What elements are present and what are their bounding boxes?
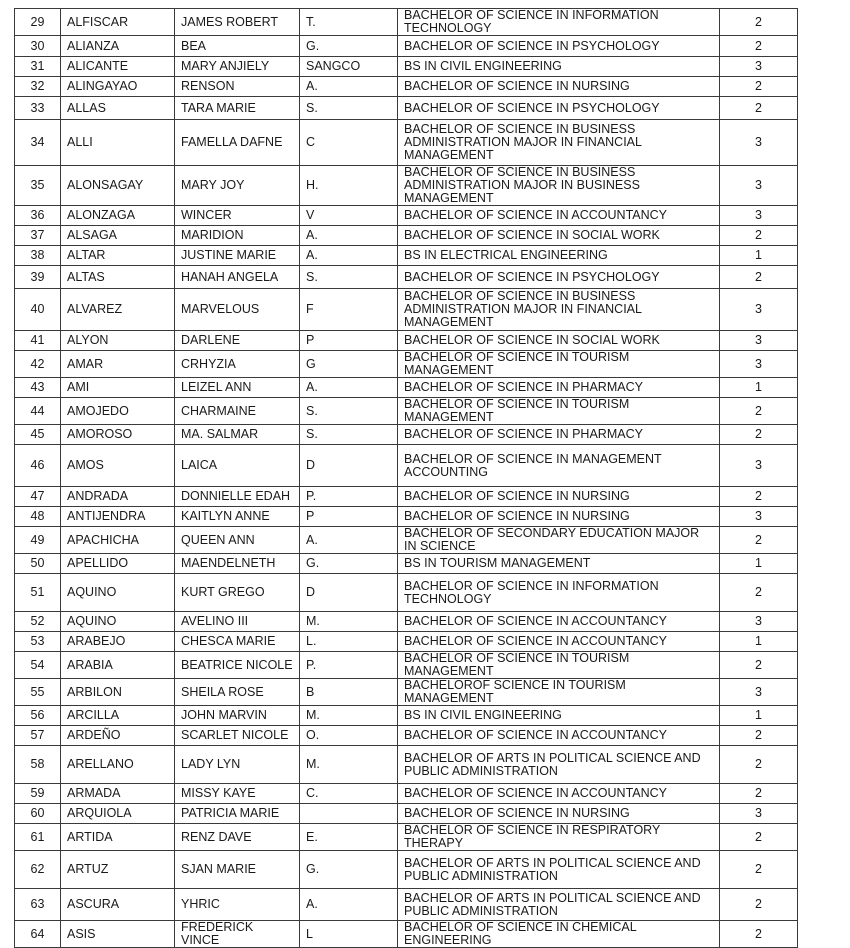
first-name: SHEILA ROSE	[175, 679, 300, 706]
year-level: 2	[720, 36, 798, 57]
degree-program: BACHELOR OF SCIENCE IN ACCOUNTANCY	[398, 612, 720, 632]
row-number: 60	[15, 804, 61, 824]
middle-initial: M.	[300, 612, 398, 632]
first-name: BEA	[175, 36, 300, 57]
middle-initial: A.	[300, 527, 398, 554]
row-number: 33	[15, 97, 61, 120]
last-name: AMOS	[61, 445, 175, 487]
last-name: AMI	[61, 378, 175, 398]
last-name: ALONSAGAY	[61, 166, 175, 206]
middle-initial	[300, 804, 398, 824]
row-number: 61	[15, 824, 61, 851]
degree-program: BACHELOR OF SCIENCE IN SOCIAL WORK	[398, 331, 720, 351]
scholar-roster-page	[14, 8, 797, 948]
year-level: 3	[720, 331, 798, 351]
middle-initial: C	[300, 120, 398, 166]
first-name: JOHN MARVIN	[175, 706, 300, 726]
last-name: AMOROSO	[61, 425, 175, 445]
table-row	[15, 824, 798, 851]
table-row	[15, 889, 798, 921]
first-name: KURT GREGO	[175, 574, 300, 612]
first-name: MARIDION	[175, 226, 300, 246]
last-name: ALTAR	[61, 246, 175, 266]
year-level: 3	[720, 166, 798, 206]
first-name: MISSY KAYE	[175, 784, 300, 804]
degree-program: BACHELOR OF ARTS IN POLITICAL SCIENCE AND PUBLIC ADMINISTRATION	[398, 851, 720, 889]
table-row	[15, 804, 798, 824]
first-name: CRHYZIA	[175, 351, 300, 378]
last-name: ASIS	[61, 921, 175, 948]
table-row	[15, 652, 798, 679]
year-level: 2	[720, 487, 798, 507]
middle-initial: A.	[300, 246, 398, 266]
year-level: 2	[720, 527, 798, 554]
degree-program: BACHELOR OF SCIENCE IN ACCOUNTANCY	[398, 206, 720, 226]
row-number: 34	[15, 120, 61, 166]
row-number: 39	[15, 266, 61, 289]
year-level: 2	[720, 784, 798, 804]
table-row	[15, 445, 798, 487]
middle-initial: P	[300, 507, 398, 527]
row-number: 29	[15, 9, 61, 36]
table-row	[15, 851, 798, 889]
row-number: 62	[15, 851, 61, 889]
last-name: ALVAREZ	[61, 289, 175, 331]
year-level: 1	[720, 246, 798, 266]
degree-program: BACHELOR OF SCIENCE IN SOCIAL WORK	[398, 226, 720, 246]
table-row	[15, 351, 798, 378]
table-row	[15, 97, 798, 120]
degree-program: BACHELOR OF SCIENCE IN INFORMATION TECHNOLOGY	[398, 574, 720, 612]
row-number: 42	[15, 351, 61, 378]
table-row	[15, 246, 798, 266]
year-level: 3	[720, 612, 798, 632]
table-row	[15, 77, 798, 97]
row-number: 63	[15, 889, 61, 921]
row-number: 64	[15, 921, 61, 948]
middle-initial: T.	[300, 9, 398, 36]
first-name: YHRIC	[175, 889, 300, 921]
table-row	[15, 120, 798, 166]
row-number: 48	[15, 507, 61, 527]
last-name: ALYON	[61, 331, 175, 351]
table-row	[15, 746, 798, 784]
degree-program: BS IN CIVIL ENGINEERING	[398, 57, 720, 77]
first-name: HANAH ANGELA	[175, 266, 300, 289]
degree-program: BACHELOR OF SCIENCE IN ACCOUNTANCY	[398, 632, 720, 652]
year-level: 1	[720, 554, 798, 574]
last-name: ALINGAYAO	[61, 77, 175, 97]
last-name: AQUINO	[61, 574, 175, 612]
middle-initial: S.	[300, 425, 398, 445]
row-number: 38	[15, 246, 61, 266]
table-row	[15, 36, 798, 57]
degree-program: BACHELOR OF SCIENCE IN TOURISM MANAGEMENT	[398, 398, 720, 425]
year-level: 3	[720, 804, 798, 824]
degree-program: BS IN CIVIL ENGINEERING	[398, 706, 720, 726]
row-number: 44	[15, 398, 61, 425]
table-row	[15, 632, 798, 652]
middle-initial: A.	[300, 889, 398, 921]
year-level: 2	[720, 574, 798, 612]
middle-initial: E.	[300, 824, 398, 851]
middle-initial: S.	[300, 398, 398, 425]
roster-body	[15, 9, 798, 948]
row-number: 59	[15, 784, 61, 804]
year-level: 2	[720, 851, 798, 889]
first-name: PATRICIA MARIE	[175, 804, 300, 824]
degree-program: BACHELOR OF SCIENCE IN MANAGEMENT ACCOUNTING	[398, 445, 720, 487]
first-name: FAMELLA DAFNE	[175, 120, 300, 166]
year-level: 2	[720, 266, 798, 289]
first-name: AVELINO III	[175, 612, 300, 632]
first-name: LADY LYN	[175, 746, 300, 784]
first-name: LEIZEL ANN	[175, 378, 300, 398]
row-number: 43	[15, 378, 61, 398]
last-name: ARCILLA	[61, 706, 175, 726]
middle-initial: P.	[300, 652, 398, 679]
degree-program: BACHELOR OF SCIENCE IN PHARMACY	[398, 378, 720, 398]
middle-initial: P.	[300, 487, 398, 507]
last-name: ALLI	[61, 120, 175, 166]
last-name: ANTIJENDRA	[61, 507, 175, 527]
degree-program: BS IN TOURISM MANAGEMENT	[398, 554, 720, 574]
last-name: ARDEÑO	[61, 726, 175, 746]
degree-program: BACHELOR OF SCIENCE IN BUSINESS ADMINISTRATION MAJOR IN BUSINESS MANAGEMENT	[398, 166, 720, 206]
row-number: 41	[15, 331, 61, 351]
table-row	[15, 507, 798, 527]
degree-program: BACHELOR OF ARTS IN POLITICAL SCIENCE AND PUBLIC ADMINISTRATION	[398, 889, 720, 921]
year-level: 2	[720, 226, 798, 246]
middle-initial: D	[300, 445, 398, 487]
middle-initial: G.	[300, 851, 398, 889]
middle-initial: SANGCO	[300, 57, 398, 77]
table-row	[15, 226, 798, 246]
year-level: 3	[720, 289, 798, 331]
middle-initial: C.	[300, 784, 398, 804]
middle-initial: O.	[300, 726, 398, 746]
first-name: DARLENE	[175, 331, 300, 351]
first-name: CHARMAINE	[175, 398, 300, 425]
middle-initial: B	[300, 679, 398, 706]
first-name: JAMES ROBERT	[175, 9, 300, 36]
first-name: MAENDELNETH	[175, 554, 300, 574]
middle-initial: D	[300, 574, 398, 612]
row-number: 51	[15, 574, 61, 612]
row-number: 47	[15, 487, 61, 507]
scholar-roster-table	[14, 8, 798, 948]
row-number: 55	[15, 679, 61, 706]
row-number: 35	[15, 166, 61, 206]
middle-initial: S.	[300, 97, 398, 120]
first-name: SCARLET NICOLE	[175, 726, 300, 746]
year-level: 3	[720, 679, 798, 706]
first-name: MARY JOY	[175, 166, 300, 206]
degree-program: BACHELOR OF SCIENCE IN BUSINESS ADMINISTRATION MAJOR IN FINANCIAL MANAGEMENT	[398, 289, 720, 331]
year-level: 3	[720, 206, 798, 226]
last-name: ALTAS	[61, 266, 175, 289]
degree-program: BACHELOR OF ARTS IN POLITICAL SCIENCE AND PUBLIC ADMINISTRATION	[398, 746, 720, 784]
degree-program: BACHELOR OF SCIENCE IN NURSING	[398, 487, 720, 507]
middle-initial: M.	[300, 706, 398, 726]
year-level: 2	[720, 425, 798, 445]
table-row	[15, 784, 798, 804]
middle-initial: S.	[300, 266, 398, 289]
last-name: ALIANZA	[61, 36, 175, 57]
last-name: ARELLANO	[61, 746, 175, 784]
table-row	[15, 398, 798, 425]
last-name: APELLIDO	[61, 554, 175, 574]
year-level: 3	[720, 120, 798, 166]
table-row	[15, 206, 798, 226]
last-name: ASCURA	[61, 889, 175, 921]
year-level: 1	[720, 378, 798, 398]
degree-program: BACHELOR OF SCIENCE IN PSYCHOLOGY	[398, 36, 720, 57]
year-level: 3	[720, 351, 798, 378]
row-number: 53	[15, 632, 61, 652]
degree-program: BACHELOR OF SCIENCE IN BUSINESS ADMINISTRATION MAJOR IN FINANCIAL MANAGEMENT	[398, 120, 720, 166]
last-name: ARBILON	[61, 679, 175, 706]
middle-initial: F	[300, 289, 398, 331]
table-row	[15, 487, 798, 507]
year-level: 2	[720, 652, 798, 679]
degree-program: BACHELOR OF SECONDARY EDUCATION MAJOR IN SCIENCE	[398, 527, 720, 554]
middle-initial: L	[300, 921, 398, 948]
last-name: ARABEJO	[61, 632, 175, 652]
first-name: FREDERICK VINCE	[175, 921, 300, 948]
last-name: ARTIDA	[61, 824, 175, 851]
year-level: 2	[720, 824, 798, 851]
middle-initial: G	[300, 351, 398, 378]
year-level: 2	[720, 921, 798, 948]
last-name: ANDRADA	[61, 487, 175, 507]
degree-program: BACHELOR OF SCIENCE IN RESPIRATORY THERAPY	[398, 824, 720, 851]
row-number: 52	[15, 612, 61, 632]
first-name: QUEEN ANN	[175, 527, 300, 554]
year-level: 2	[720, 77, 798, 97]
last-name: ALONZAGA	[61, 206, 175, 226]
row-number: 54	[15, 652, 61, 679]
last-name: ARMADA	[61, 784, 175, 804]
year-level: 2	[720, 889, 798, 921]
middle-initial: M.	[300, 746, 398, 784]
table-row	[15, 921, 798, 948]
degree-program: BACHELOR OF SCIENCE IN NURSING	[398, 77, 720, 97]
year-level: 1	[720, 632, 798, 652]
table-row	[15, 266, 798, 289]
first-name: CHESCA MARIE	[175, 632, 300, 652]
year-level: 2	[720, 398, 798, 425]
degree-program: BACHELOR OF SCIENCE IN PSYCHOLOGY	[398, 97, 720, 120]
table-row	[15, 574, 798, 612]
row-number: 49	[15, 527, 61, 554]
row-number: 37	[15, 226, 61, 246]
row-number: 32	[15, 77, 61, 97]
first-name: MA. SALMAR	[175, 425, 300, 445]
degree-program: BS IN ELECTRICAL ENGINEERING	[398, 246, 720, 266]
middle-initial: P	[300, 331, 398, 351]
degree-program: BACHELOR OF SCIENCE IN INFORMATION TECHNOLOGY	[398, 9, 720, 36]
row-number: 46	[15, 445, 61, 487]
row-number: 56	[15, 706, 61, 726]
degree-program: BACHELOR OF SCIENCE IN ACCOUNTANCY	[398, 784, 720, 804]
year-level: 2	[720, 9, 798, 36]
table-row	[15, 289, 798, 331]
first-name: KAITLYN ANNE	[175, 507, 300, 527]
row-number: 40	[15, 289, 61, 331]
year-level: 1	[720, 706, 798, 726]
middle-initial: V	[300, 206, 398, 226]
last-name: APACHICHA	[61, 527, 175, 554]
last-name: ALICANTE	[61, 57, 175, 77]
row-number: 30	[15, 36, 61, 57]
first-name: TARA MARIE	[175, 97, 300, 120]
row-number: 31	[15, 57, 61, 77]
table-row	[15, 554, 798, 574]
degree-program: BACHELOROF SCIENCE IN TOURISM MANAGEMENT	[398, 679, 720, 706]
degree-program: BACHELOR OF SCIENCE IN ACCOUNTANCY	[398, 726, 720, 746]
row-number: 36	[15, 206, 61, 226]
last-name: ALFISCAR	[61, 9, 175, 36]
degree-program: BACHELOR OF SCIENCE IN PSYCHOLOGY	[398, 266, 720, 289]
first-name: JUSTINE MARIE	[175, 246, 300, 266]
middle-initial: G.	[300, 554, 398, 574]
first-name: BEATRICE NICOLE	[175, 652, 300, 679]
table-row	[15, 425, 798, 445]
first-name: LAICA	[175, 445, 300, 487]
degree-program: BACHELOR OF SCIENCE IN PHARMACY	[398, 425, 720, 445]
first-name: RENZ DAVE	[175, 824, 300, 851]
last-name: AQUINO	[61, 612, 175, 632]
table-row	[15, 679, 798, 706]
middle-initial: A.	[300, 378, 398, 398]
first-name: DONNIELLE EDAH	[175, 487, 300, 507]
year-level: 2	[720, 97, 798, 120]
table-row	[15, 726, 798, 746]
last-name: ARQUIOLA	[61, 804, 175, 824]
year-level: 3	[720, 507, 798, 527]
first-name: SJAN MARIE	[175, 851, 300, 889]
row-number: 58	[15, 746, 61, 784]
year-level: 3	[720, 57, 798, 77]
table-row	[15, 378, 798, 398]
first-name: MARY ANJIELY	[175, 57, 300, 77]
first-name: WINCER	[175, 206, 300, 226]
first-name: MARVELOUS	[175, 289, 300, 331]
middle-initial: A.	[300, 77, 398, 97]
table-row	[15, 527, 798, 554]
last-name: AMAR	[61, 351, 175, 378]
table-row	[15, 166, 798, 206]
table-row	[15, 57, 798, 77]
middle-initial: H.	[300, 166, 398, 206]
last-name: AMOJEDO	[61, 398, 175, 425]
degree-program: BACHELOR OF SCIENCE IN TOURISM MANAGEMENT	[398, 351, 720, 378]
year-level: 2	[720, 746, 798, 784]
degree-program: BACHELOR OF SCIENCE IN NURSING	[398, 507, 720, 527]
middle-initial: L.	[300, 632, 398, 652]
year-level: 3	[720, 445, 798, 487]
table-row	[15, 331, 798, 351]
row-number: 57	[15, 726, 61, 746]
last-name: ALSAGA	[61, 226, 175, 246]
middle-initial: A.	[300, 226, 398, 246]
degree-program: BACHELOR OF SCIENCE IN CHEMICAL ENGINEERING	[398, 921, 720, 948]
last-name: ARABIA	[61, 652, 175, 679]
middle-initial: G.	[300, 36, 398, 57]
row-number: 50	[15, 554, 61, 574]
row-number: 45	[15, 425, 61, 445]
year-level: 2	[720, 726, 798, 746]
last-name: ALLAS	[61, 97, 175, 120]
degree-program: BACHELOR OF SCIENCE IN NURSING	[398, 804, 720, 824]
first-name: RENSON	[175, 77, 300, 97]
last-name: ARTUZ	[61, 851, 175, 889]
degree-program: BACHELOR OF SCIENCE IN TOURISM MANAGEMENT	[398, 652, 720, 679]
table-row	[15, 612, 798, 632]
table-row	[15, 9, 798, 36]
table-row	[15, 706, 798, 726]
